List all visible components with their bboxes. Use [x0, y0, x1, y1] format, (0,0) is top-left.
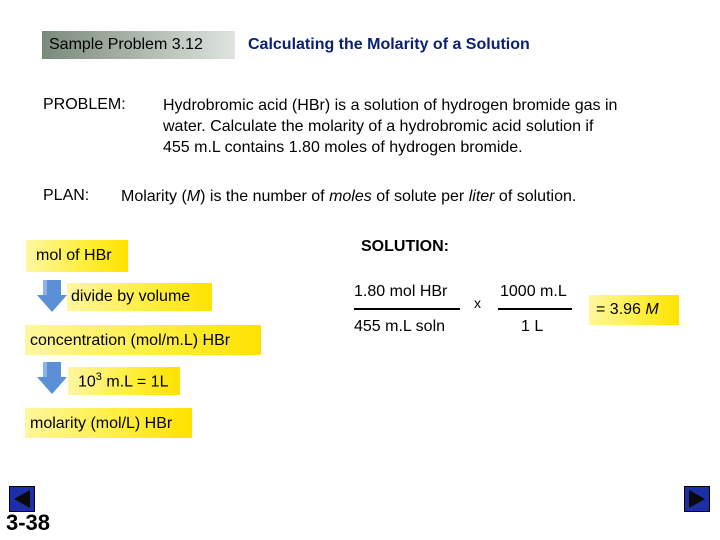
flow-step2-exponent: 3: [95, 371, 102, 383]
result-text: [596, 301, 659, 319]
problem-line: 455 m.L contains 1.80 moles of hydrogen bromide.: [163, 139, 523, 156]
fraction2-denominator: 1 L: [521, 318, 544, 335]
flow-mid-text: concentration (mol/m.L) HBr: [30, 332, 231, 349]
molarity-symbol: M: [186, 188, 201, 205]
flow-step2-text: [78, 371, 168, 391]
problem-label: PROBLEM:: [43, 96, 126, 113]
down-arrow-icon: [37, 280, 67, 312]
fraction1-denominator: 455 m.L soln: [354, 318, 446, 335]
problem-line: Hydrobromic acid (HBr) is a solution of hydrogen bromide gas in: [163, 97, 618, 114]
result-unit: M: [645, 301, 659, 318]
flow-start-text: mol of HBr: [36, 247, 112, 264]
plan-label: PLAN:: [43, 187, 90, 204]
down-arrow-icon: [37, 362, 67, 394]
page-number: 3-38: [6, 510, 51, 535]
fraction2-bar: [498, 308, 572, 310]
next-slide-button[interactable]: [684, 486, 710, 512]
fraction2-numerator: 1000 m.L: [500, 283, 567, 300]
fraction1-numerator: 1.80 mol HBr: [354, 283, 448, 300]
plan-text-part: of solution.: [494, 188, 577, 205]
plan-text-part: ) is the number of: [200, 188, 330, 205]
plan-text: [121, 186, 576, 207]
multiply-sign: x: [474, 295, 481, 311]
flow-step2-rest: m.L = 1L: [101, 373, 169, 391]
result-value: = 3.96: [596, 301, 646, 318]
flow-step1-text: divide by volume: [71, 288, 191, 305]
arrow-right-icon: [685, 487, 709, 511]
flow-end-text: molarity (mol/L) HBr: [30, 415, 173, 432]
problem-line: water. Calculate the molarity of a hydrobromic acid solution if: [163, 118, 594, 135]
arrow-left-icon: [10, 487, 34, 511]
plan-text-part: Molarity (: [121, 188, 187, 205]
fraction1-bar: [354, 308, 460, 310]
sample-problem-number: Sample Problem 3.12: [49, 36, 203, 53]
previous-slide-button[interactable]: [9, 486, 35, 512]
plan-emphasis-liter: liter: [468, 188, 495, 205]
solution-label: SOLUTION:: [361, 238, 449, 255]
flow-step2-base: 10: [78, 373, 96, 391]
slide-title: Calculating the Molarity of a Solution: [248, 36, 530, 53]
plan-text-part: of solute per: [371, 188, 469, 205]
plan-emphasis-moles: moles: [329, 188, 372, 205]
problem-text: [163, 95, 703, 158]
